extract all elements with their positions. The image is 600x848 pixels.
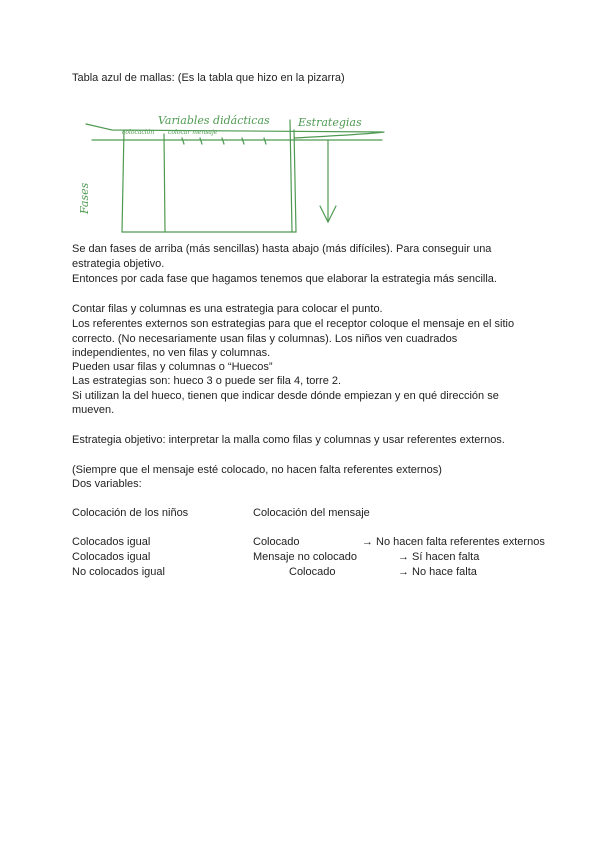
row3-mensaje: Colocado bbox=[289, 566, 336, 578]
para1-line3: Entonces por cada fase que hagamos tenemos que elaborar la estrategia más sencilla. bbox=[72, 273, 497, 285]
para4-line2: Dos variables: bbox=[72, 478, 142, 490]
column-heading-mensaje: Colocación del mensaje bbox=[253, 507, 370, 519]
row3-ninos: No colocados igual bbox=[72, 566, 165, 578]
para2-line5: Pueden usar filas y columnas o “Huecos” bbox=[72, 361, 273, 373]
para3-line1: Estrategia objetivo: interpretar la malla como filas y columnas y usar referentes externos. bbox=[72, 434, 505, 446]
row1-result: → No hacen falta referentes externos bbox=[362, 536, 545, 548]
para2-line1: Contar filas y columnas es una estrategia para colocar el punto. bbox=[72, 303, 383, 315]
row1-mensaje: Colocado bbox=[253, 536, 300, 548]
para2-line6: Las estrategias son: hueco 3 o puede ser fila 4, torre 2. bbox=[72, 375, 342, 387]
row2-result: → Sí hacen falta bbox=[398, 551, 480, 563]
sketch-label-small2: colocar mensaje bbox=[168, 129, 218, 136]
para1-line2: estrategia objetivo. bbox=[72, 258, 165, 270]
sketch-label-variables: Variables didácticas bbox=[158, 114, 270, 127]
sketch-strokes bbox=[86, 120, 384, 232]
row3-result: → No hace falta bbox=[398, 566, 477, 578]
column-heading-ninos: Colocación de los niños bbox=[72, 507, 189, 519]
para2-line8: mueven. bbox=[72, 404, 115, 416]
sketch-label-estrategias: Estrategias bbox=[298, 116, 362, 129]
row1-ninos: Colocados igual bbox=[72, 536, 151, 548]
para1-line1: Se dan fases de arriba (más sencillas) hasta abajo (más difíciles). Para conseguir una bbox=[72, 243, 492, 255]
doc-heading: Tabla azul de mallas: (Es la tabla que hizo en la pizarra) bbox=[72, 72, 345, 84]
para2-line4: independientes, no ven filas y columnas. bbox=[72, 347, 271, 359]
row2-mensaje: Mensaje no colocado bbox=[253, 551, 357, 563]
sketch-label-fases: Fases bbox=[78, 182, 91, 214]
para2-line7: Si utilizan la del hueco, tienen que indicar desde dónde empiezan y en qué dirección se bbox=[72, 390, 499, 402]
sketch-label-small1: colocación bbox=[122, 129, 155, 136]
para4-line1: (Siempre que el mensaje esté colocado, no hacen falta referentes externos) bbox=[72, 464, 442, 476]
row2-ninos: Colocados igual bbox=[72, 551, 151, 563]
para2-line3: correcto. (No necesariamente usan filas y columnas). Los niños ven cuadrados bbox=[72, 333, 458, 345]
para2-line2: Los referentes externos son estrategias para que el receptor coloque el mensaje en el sitio bbox=[72, 318, 515, 330]
handdrawn-table-sketch bbox=[72, 102, 398, 242]
